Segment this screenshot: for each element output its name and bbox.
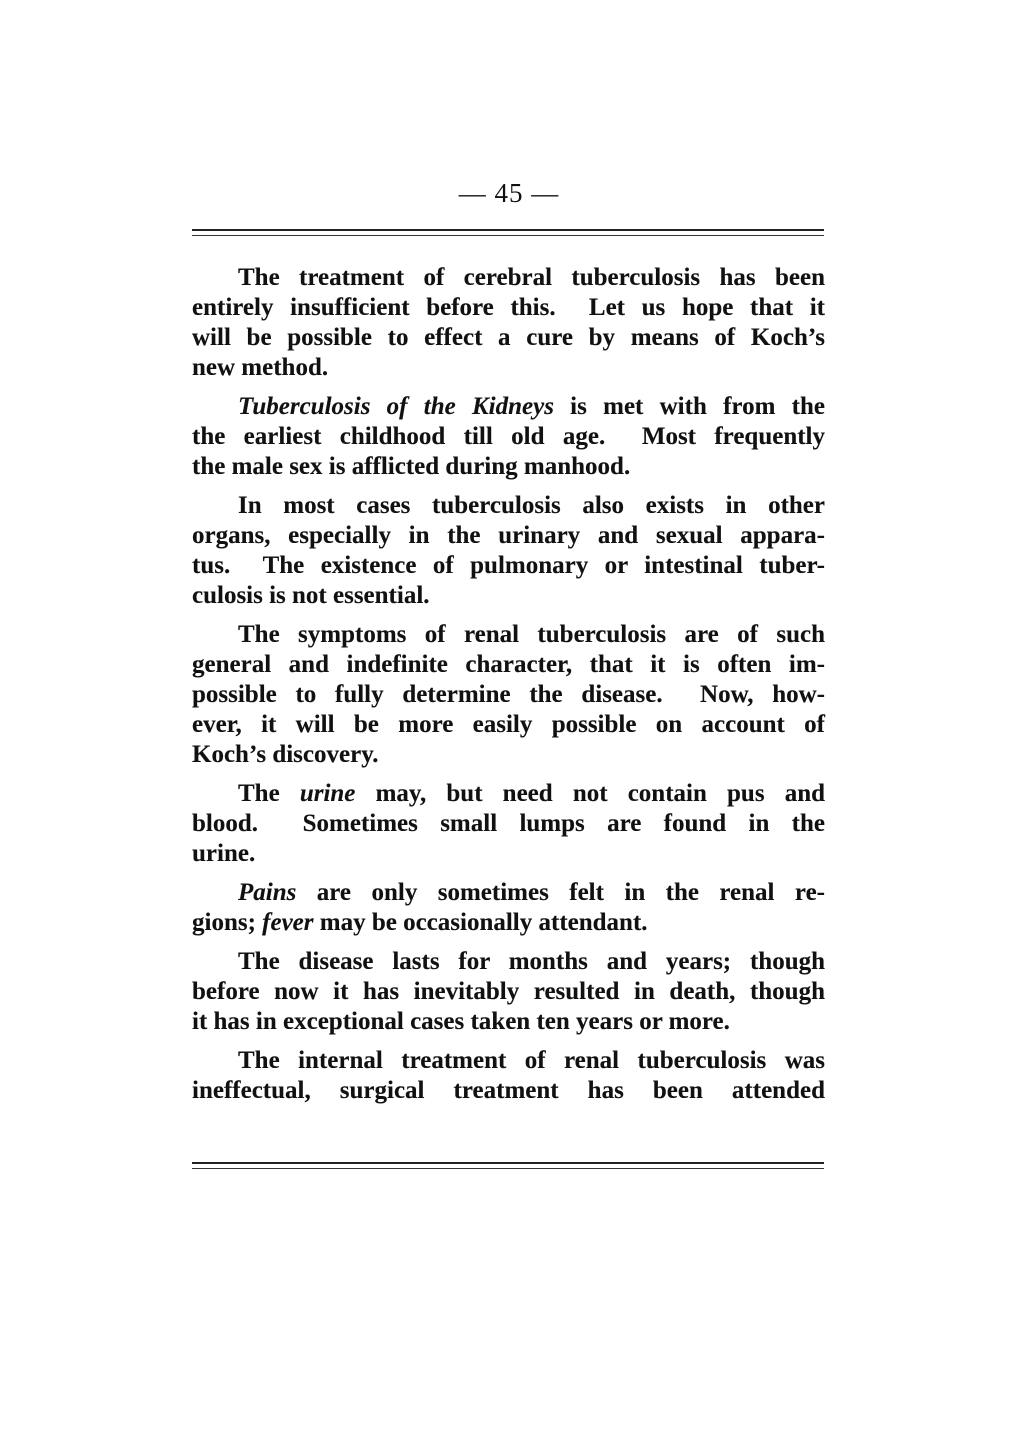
text-line [192, 878, 825, 908]
text-line [192, 491, 825, 521]
text-line [192, 392, 825, 422]
text-line [192, 839, 825, 869]
text-segment: organs, especially in the urinary and sexual appara- [192, 522, 825, 549]
text-segment: new method. [192, 354, 329, 381]
text-segment: In most cases tuberculosis also exists in other [238, 492, 825, 519]
paragraph [192, 620, 825, 770]
text-segment: will be possible to effect a cure by means of Koch’s [192, 324, 825, 351]
text-line [192, 809, 825, 839]
text-segment: general and indefinite character, that it is often im- [192, 651, 825, 678]
text-segment: before now it has inevitably resulted in death, though [192, 978, 825, 1005]
text-segment: blood. Sometimes small lumps are found in the [192, 810, 825, 837]
text-segment: ineffectual, surgical treatment has been attended [192, 1077, 825, 1104]
paragraph [192, 878, 825, 938]
text-segment: The symptoms of renal tuberculosis are of such [238, 621, 825, 648]
paragraph [192, 392, 825, 482]
text-line [192, 521, 825, 551]
text-segment: may, but need not contain pus and [355, 780, 825, 807]
text-segment: urine. [192, 840, 256, 867]
italic-text: urine [299, 780, 356, 807]
text-line [192, 710, 825, 740]
text-segment: tus. The existence of pulmonary or intestinal tuber- [192, 552, 825, 579]
text-line [192, 293, 825, 323]
text-line [192, 947, 825, 977]
paragraph [192, 263, 825, 383]
text-segment: The internal treatment of renal tuberculosis was [238, 1047, 825, 1074]
paragraph [192, 779, 825, 869]
text-segment: the male sex is afflicted during manhood. [192, 453, 631, 480]
page-number: — 45 — [458, 178, 560, 208]
paragraph [192, 947, 825, 1037]
text-segment: The [238, 780, 300, 807]
text-line [192, 263, 825, 293]
text-line [192, 323, 825, 353]
text-line [192, 1076, 825, 1106]
paragraph [192, 491, 825, 611]
text-line [192, 908, 825, 938]
text-segment: may be occasionally attendant. [313, 909, 648, 936]
text-segment: culosis is not essential. [192, 582, 430, 609]
text-segment: possible to fully determine the disease. Now, how- [192, 681, 825, 708]
text-line [192, 977, 825, 1007]
text-line [192, 1046, 825, 1076]
text-line [192, 680, 825, 710]
text-segment: it has in exceptional cases taken ten years or more. [192, 1008, 730, 1035]
text-line [192, 581, 825, 611]
text-segment: the earliest childhood till old age. Most frequently [192, 423, 825, 450]
text-line [192, 551, 825, 581]
text-line [192, 422, 825, 452]
header-rule [192, 229, 824, 236]
text-line [192, 1007, 825, 1037]
text-segment: The disease lasts for months and years; though [238, 948, 825, 975]
text-segment: gions; [192, 909, 263, 936]
text-line [192, 779, 825, 809]
body-text [192, 263, 825, 1115]
text-line [192, 452, 825, 482]
text-line [192, 740, 825, 770]
text-segment: The treatment of cerebral tuberculosis has been [238, 264, 825, 291]
italic-text: Tuberculosis of the Kidneys [238, 393, 554, 420]
text-line [192, 650, 825, 680]
italic-text: fever [262, 909, 314, 936]
text-segment: are only sometimes felt in the renal re- [296, 879, 825, 906]
text-segment: Koch’s discovery. [192, 741, 379, 768]
text-segment: ever, it will be more easily possible on account of [192, 711, 825, 738]
text-line [192, 620, 825, 650]
italic-text: Pains [238, 879, 297, 906]
text-segment: entirely insufficient before this. Let us hope that it [192, 294, 825, 321]
paragraph [192, 1046, 825, 1106]
text-line [192, 353, 825, 383]
text-segment: is met with from the [553, 393, 825, 420]
footer-rule [192, 1162, 824, 1169]
